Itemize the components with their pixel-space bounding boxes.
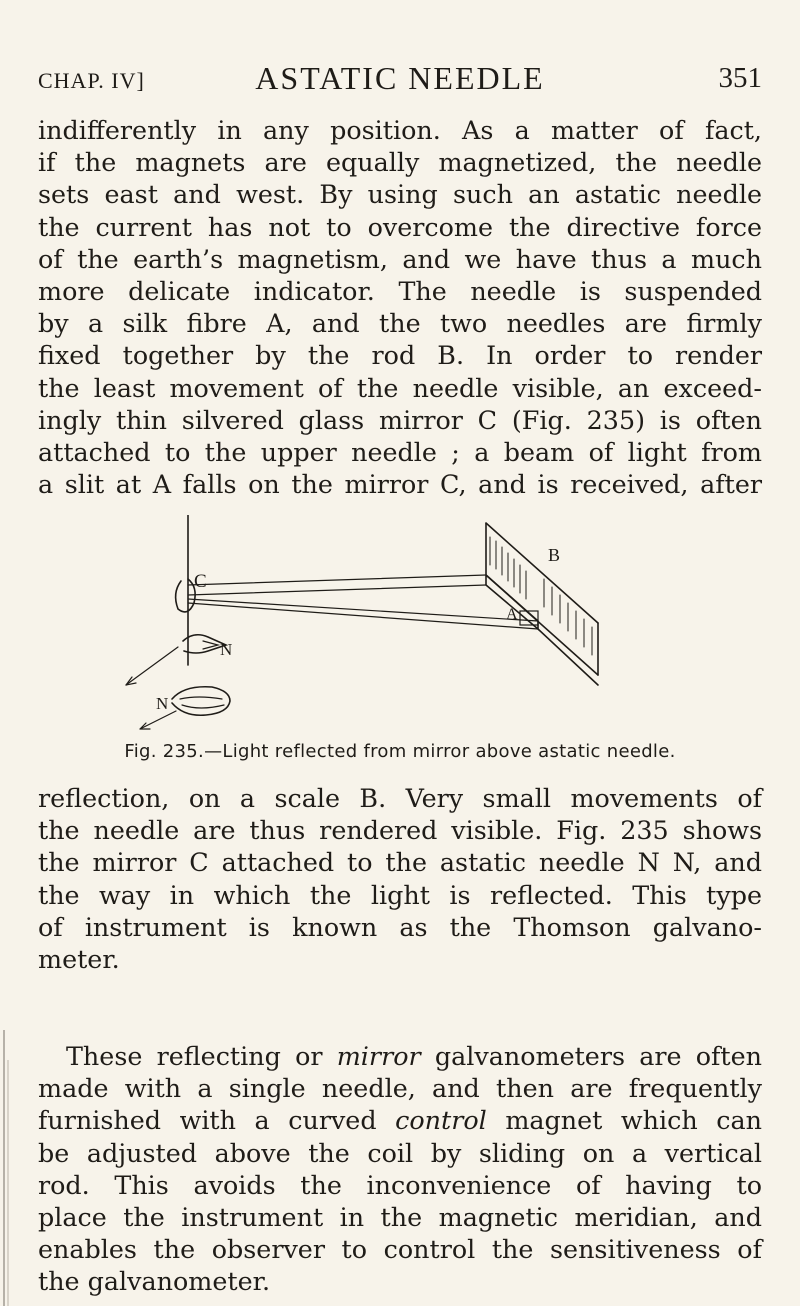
text-line: attached to the upper needle ; a beam of light from (38, 437, 762, 468)
binding-gutter-shadow (0, 1030, 14, 1306)
text-line: enables the observer to control the sensitiveness of (38, 1234, 762, 1265)
chapter-label: CHAP. IV] (38, 68, 145, 93)
label-n-upper: N (220, 640, 233, 659)
figure-caption: Fig. 235.—Light reflected from mirror above astatic needle. (124, 741, 676, 762)
text-span: galvanometers are often (420, 1041, 762, 1071)
paragraph-1 (38, 114, 762, 500)
text-line: if the magnets are equally magnetized, the needle (38, 147, 762, 178)
figure-235-diagram (108, 515, 628, 737)
light-ray (188, 599, 538, 621)
label-c: C (194, 571, 207, 592)
text-line (38, 1104, 762, 1136)
label-a: A (506, 606, 518, 623)
text-line: reflection, on a scale B. Very small movements of (38, 783, 762, 813)
label-b: B (548, 545, 561, 565)
running-title: ASTATIC NEEDLE (255, 60, 545, 96)
light-ray (188, 575, 486, 585)
paragraph-3 (38, 1040, 762, 1298)
text-line: ingly thin silvered glass mirror C (Fig. 235) is often (38, 404, 762, 435)
text-line: the mirror C attached to the astatic needle N N, and (38, 847, 762, 878)
text-line: sets east and west. By using such an astatic needle (38, 179, 762, 210)
text-line: by a silk fibre A, and the two needles are firmly (38, 308, 762, 339)
light-ray (188, 603, 538, 629)
text-line: of instrument is known as the Thomson galvano- (38, 911, 762, 942)
text-line: made with a single needle, and then are frequently (38, 1073, 762, 1104)
page-number: 351 (718, 62, 762, 94)
text-span: These reflecting or (66, 1041, 337, 1071)
label-n-lower: N (156, 694, 169, 713)
text-line: meter. (38, 944, 120, 975)
text-line: fixed together by the rod B. In order to render (38, 340, 762, 371)
text-line: rod. This avoids the inconvenience of having to (38, 1169, 762, 1200)
text-line: the current has not to overcome the directive force (38, 211, 762, 242)
text-span: furnished with a curved (38, 1105, 396, 1136)
text-line: the galvanometer. (38, 1266, 271, 1297)
text-line: a slit at A falls on the mirror C, and is received, after (38, 469, 762, 500)
text-line: be adjusted above the coil by sliding on a vertical (38, 1137, 762, 1168)
text-span: magnet which can (486, 1105, 762, 1136)
text-line: of the earth’s magnetism, and we have thus a much (38, 243, 762, 274)
text-line: the needle are thus rendered visible. Fig. 235 shows (38, 815, 762, 846)
scale-ticks (490, 537, 592, 655)
running-header (38, 60, 762, 100)
italic-term: control (395, 1105, 487, 1136)
text-line: more delicate indicator. The needle is suspended (38, 276, 762, 307)
italic-term: mirror (336, 1041, 421, 1071)
text-line: place the instrument in the magnetic meridian, and (38, 1202, 762, 1233)
lower-needle (172, 687, 230, 716)
text-line: the way in which the light is reflected. This type (38, 879, 762, 910)
text-line (38, 1040, 762, 1072)
text-line: the least movement of the needle visible, an exceed- (38, 372, 762, 403)
text-line: indifferently in any position. As a matter of fact, (38, 115, 762, 145)
paragraph-2 (38, 782, 762, 975)
light-ray (188, 585, 486, 595)
